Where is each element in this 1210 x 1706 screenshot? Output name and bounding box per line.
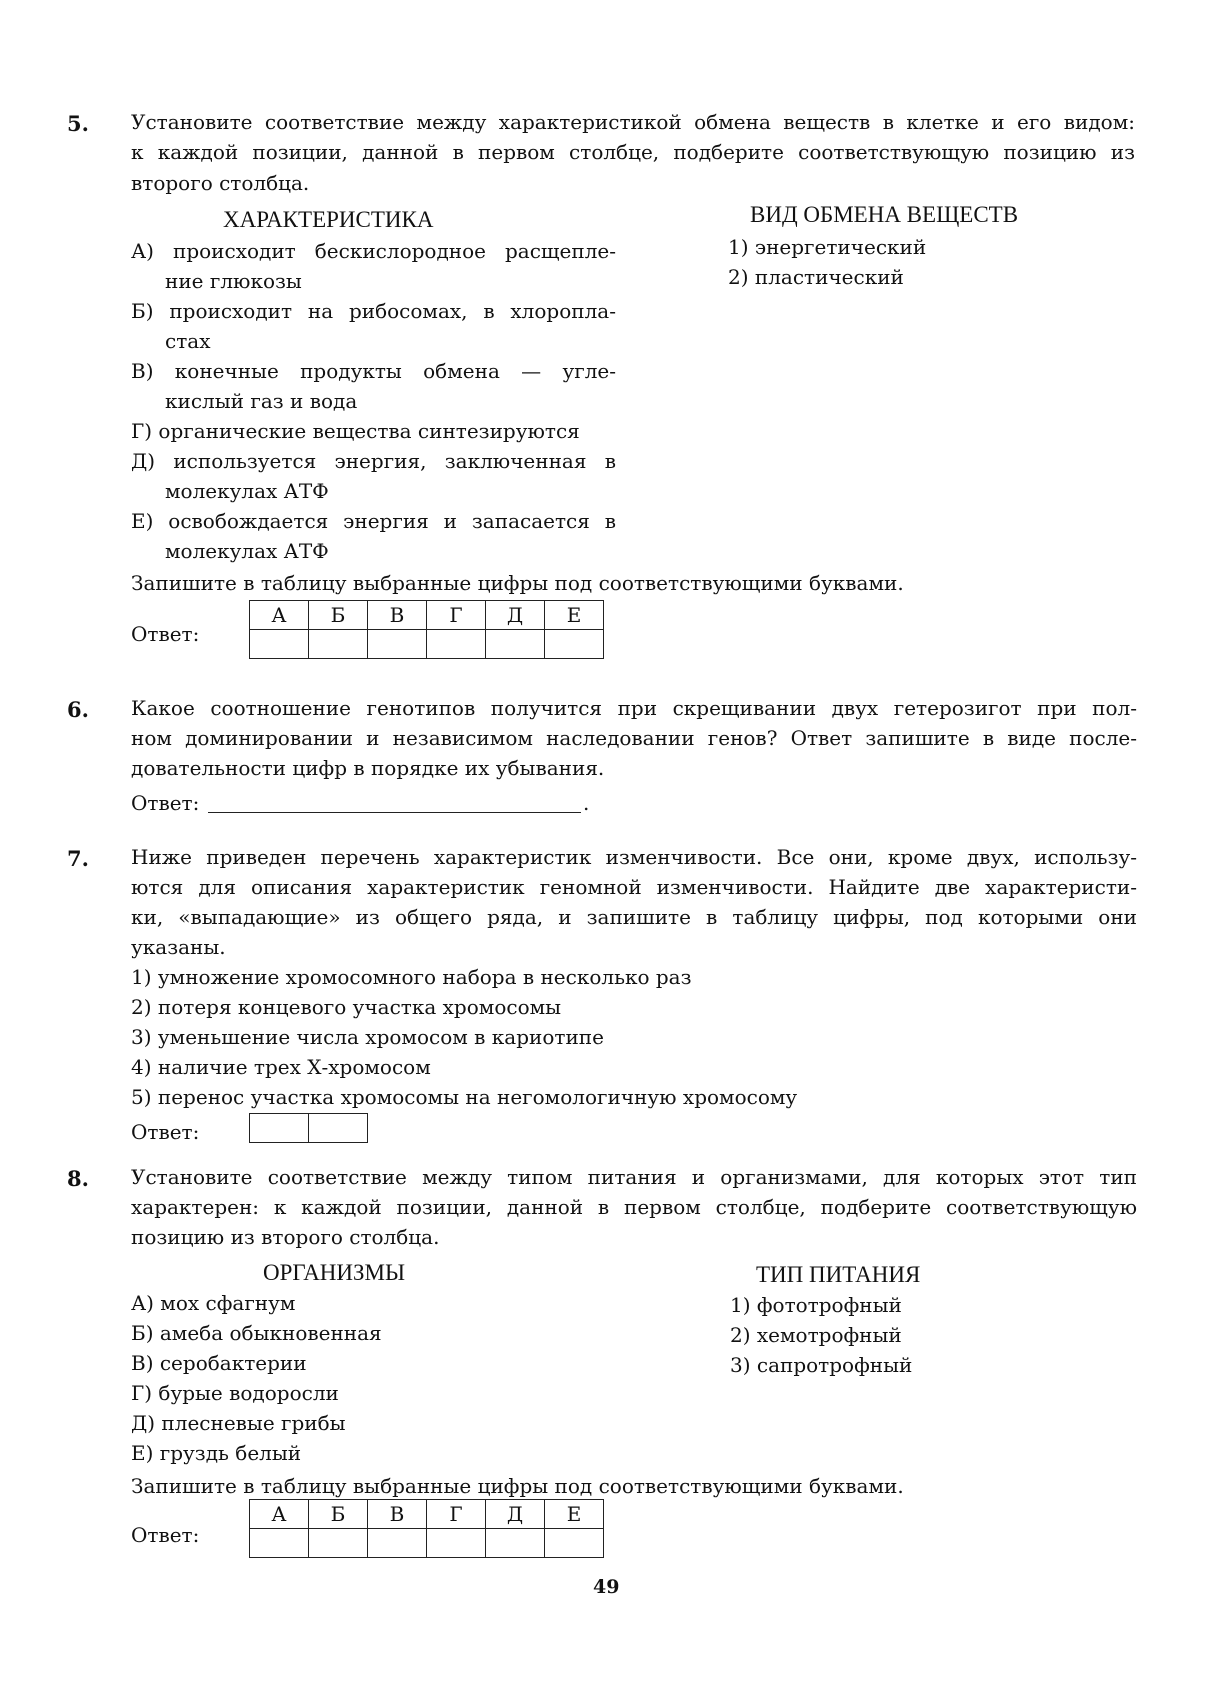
q8-text-line: характерен: к каждой позиции, данной в первом столбце, подберите соответствующую bbox=[131, 1195, 1137, 1219]
q5-answer-label: Ответ: bbox=[131, 622, 200, 646]
q6-text-line: довательности цифр в порядке их убывания. bbox=[131, 756, 605, 780]
q8-left-item: Е) груздь белый bbox=[131, 1441, 302, 1465]
q8-left-item: В) серобактерии bbox=[131, 1351, 307, 1375]
q5-text-line: Установите соответствие между характеристикой обмена веществ в клетке и его видом: bbox=[131, 110, 1135, 134]
q8-letter-cell: Г bbox=[427, 1500, 486, 1529]
q8-instruction: Запишите в таблицу выбранные цифры под соответствующими буквами. bbox=[131, 1474, 904, 1498]
q5-left-item: стах bbox=[165, 329, 211, 353]
q5-left-item: кислый газ и вода bbox=[165, 389, 358, 413]
q7-list-item: 2) потеря концевого участка хромосомы bbox=[131, 995, 562, 1019]
q5-left-item: Д) используется энергия, заключенная в bbox=[131, 449, 616, 473]
q5-answer-cell[interactable] bbox=[250, 630, 309, 659]
q5-answer-cell[interactable] bbox=[368, 630, 427, 659]
q8-left-item: А) мох сфагнум bbox=[131, 1291, 296, 1315]
q5-letter-cell: В bbox=[368, 601, 427, 630]
q6-answer-line[interactable] bbox=[208, 790, 581, 813]
q7-list-item: 5) перенос участка хромосомы на негомологичную хромосому bbox=[131, 1085, 798, 1109]
q8-letter-cell: В bbox=[368, 1500, 427, 1529]
q8-answer-cell[interactable] bbox=[309, 1529, 368, 1558]
q5-left-item: молекулах АТФ bbox=[165, 539, 329, 563]
q6-text-line: Какое соотношение генотипов получится при скрещивании двух гетерозигот при пол- bbox=[131, 696, 1137, 720]
q8-answer-cell[interactable] bbox=[250, 1529, 309, 1558]
q5-right-item: 2) пластический bbox=[728, 265, 904, 289]
q5-answer-cell[interactable] bbox=[486, 630, 545, 659]
q5-number: 5. bbox=[67, 111, 89, 136]
q5-letter-cell: Д bbox=[486, 601, 545, 630]
q7-answer-label: Ответ: bbox=[131, 1120, 200, 1144]
q7-text-line: Ниже приведен перечень характеристик изменчивости. Все они, кроме двух, использу- bbox=[131, 845, 1137, 869]
q7-answer-cell[interactable] bbox=[309, 1114, 368, 1143]
q7-text-line: ки, «выпадающие» из общего ряда, и запишите в таблицу цифры, под которыми они bbox=[131, 905, 1137, 929]
q5-answer-cell[interactable] bbox=[427, 630, 486, 659]
q6-text-line: ном доминировании и независимом наследовании генов? Ответ запишите в виде после- bbox=[131, 726, 1137, 750]
q8-answer-cell[interactable] bbox=[427, 1529, 486, 1558]
q5-left-item: В) конечные продукты обмена — угле- bbox=[131, 359, 616, 383]
q8-letter-cell: Д bbox=[486, 1500, 545, 1529]
q8-answer-cell[interactable] bbox=[368, 1529, 427, 1558]
q8-answer-label: Ответ: bbox=[131, 1523, 200, 1547]
q7-answer-table bbox=[249, 1113, 368, 1143]
q6-answer-end: . bbox=[583, 791, 590, 815]
q5-left-item: ние глюкозы bbox=[165, 269, 302, 293]
q5-left-item: Б) происходит на рибосомах, в хлоропла- bbox=[131, 299, 616, 323]
q8-left-header: ОРГАНИЗМЫ bbox=[263, 1260, 406, 1285]
q5-right-header: ВИД ОБМЕНА ВЕЩЕСТВ bbox=[750, 202, 1019, 227]
q8-right-item: 3) сапротрофный bbox=[730, 1353, 913, 1377]
q7-list-item: 1) умножение хромосомного набора в несколько раз bbox=[131, 965, 692, 989]
q7-number: 7. bbox=[67, 846, 89, 871]
q8-text-line: Установите соответствие между типом питания и организмами, для которых этот тип bbox=[131, 1165, 1137, 1189]
q5-answer-table bbox=[249, 600, 604, 659]
q5-text-line: к каждой позиции, данной в первом столбце, подберите соответствующую позицию из bbox=[131, 140, 1135, 164]
q8-letter-cell: А bbox=[250, 1500, 309, 1529]
q8-right-item: 1) фототрофный bbox=[730, 1293, 902, 1317]
q8-answer-cell[interactable] bbox=[545, 1529, 604, 1558]
q8-left-item: Б) амеба обыкновенная bbox=[131, 1321, 382, 1345]
page-number: 49 bbox=[593, 1576, 620, 1598]
q8-right-item: 2) хемотрофный bbox=[730, 1323, 902, 1347]
q5-letter-cell: Е bbox=[545, 601, 604, 630]
q5-letter-cell: А bbox=[250, 601, 309, 630]
q5-left-item: Е) освобождается энергия и запасается в bbox=[131, 509, 616, 533]
q8-right-header: ТИП ПИТАНИЯ bbox=[756, 1262, 921, 1287]
q8-text-line: позицию из второго столбца. bbox=[131, 1225, 440, 1249]
q5-left-header: ХАРАКТЕРИСТИКА bbox=[223, 207, 434, 232]
q8-letter-cell: Б bbox=[309, 1500, 368, 1529]
q5-letter-cell: Г bbox=[427, 601, 486, 630]
q8-answer-cell[interactable] bbox=[486, 1529, 545, 1558]
q6-number: 6. bbox=[67, 697, 89, 722]
q5-left-item: Г) органические вещества синтезируются bbox=[131, 419, 580, 443]
q7-list-item: 3) уменьшение числа хромосом в кариотипе bbox=[131, 1025, 604, 1049]
q6-answer-label: Ответ: bbox=[131, 791, 200, 815]
q5-text-line: второго столбца. bbox=[131, 171, 310, 195]
q5-left-item: молекулах АТФ bbox=[165, 479, 329, 503]
q5-left-item: А) происходит бескислородное расщепле- bbox=[131, 239, 616, 263]
q7-answer-cell[interactable] bbox=[250, 1114, 309, 1143]
q8-number: 8. bbox=[67, 1166, 89, 1191]
q7-text-line: ются для описания характеристик геномной изменчивости. Найдите две характеристи- bbox=[131, 875, 1137, 899]
q8-left-item: Д) плесневые грибы bbox=[131, 1411, 346, 1435]
q8-answer-table bbox=[249, 1499, 604, 1558]
q8-letter-cell: Е bbox=[545, 1500, 604, 1529]
q5-right-item: 1) энергетический bbox=[728, 235, 927, 259]
q7-list-item: 4) наличие трех Х-хромосом bbox=[131, 1055, 431, 1079]
q5-answer-cell[interactable] bbox=[545, 630, 604, 659]
q5-instruction: Запишите в таблицу выбранные цифры под соответствующими буквами. bbox=[131, 571, 904, 595]
q7-text-line: указаны. bbox=[131, 935, 226, 959]
q5-answer-cell[interactable] bbox=[309, 630, 368, 659]
q8-left-item: Г) бурые водоросли bbox=[131, 1381, 339, 1405]
q5-letter-cell: Б bbox=[309, 601, 368, 630]
